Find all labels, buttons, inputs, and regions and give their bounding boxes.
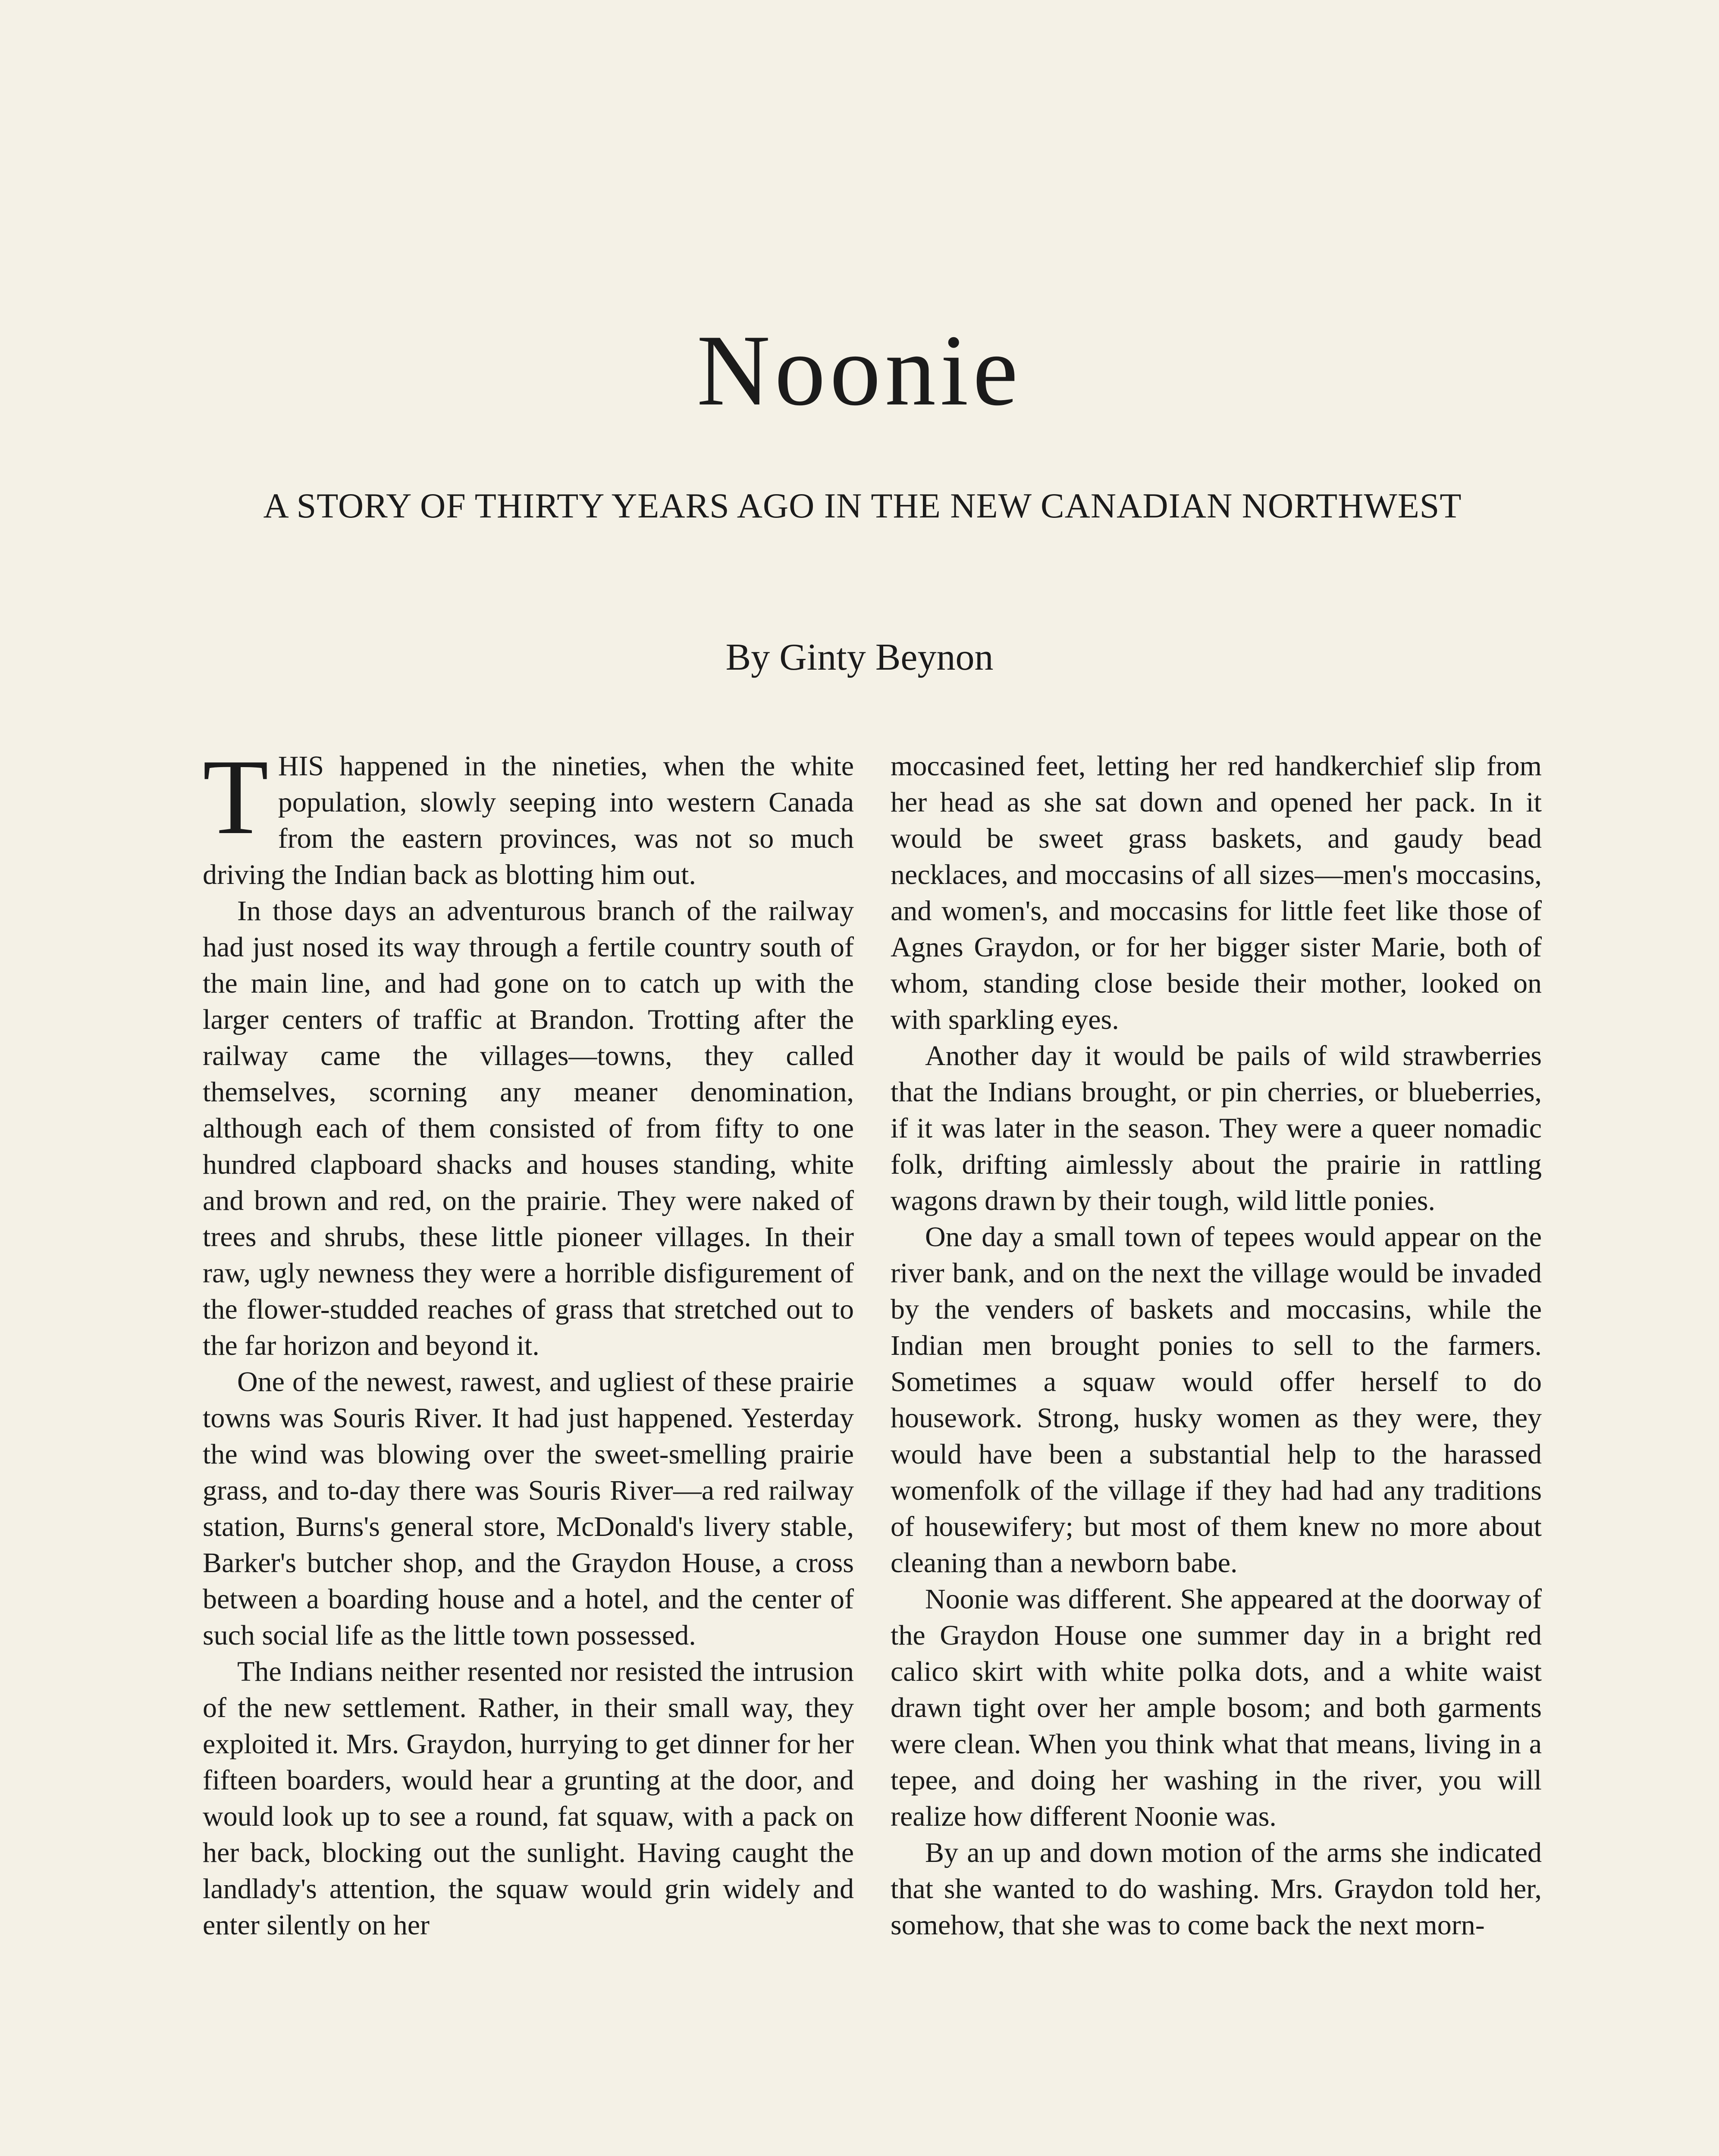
drop-cap: T bbox=[203, 737, 269, 857]
paragraph-text: HIS happened in the nineties, when the white population, slowly seeping into western Canada from the eastern provinces, was not so much driving the Indian back as blotting him out. bbox=[203, 750, 854, 890]
left-column bbox=[203, 737, 854, 1943]
paragraph: moccasined feet, letting her red handkerchief slip from her head as she sat down and opened her pack. In it would be sweet grass baskets, and gaudy bead necklaces, and moccasins of all sizes—men's moccasins, and women's, and moccasins for little feet like those of Agnes Graydon, or for her bigger sister Marie, both of whom, standing close beside their mother, looked on with sparkling eyes. bbox=[891, 750, 1542, 1035]
paragraph: In those days an adventurous branch of the railway had just nosed its way through a fertile country south of the main line, and had gone on to catch up with the larger centers of traffic at Brandon. Trotting after the railway came the villages—towns, they called themselves, scorning any meaner denomination, although each of them consisted of from fifty to one hundred clapboard shacks and houses standing, white and brown and red, on the prairie. They were naked of trees and shrubs, these little pioneer villages. In their raw, ugly newness they were a horrible disfigurement of the flower-studded reaches of grass that stretched out to the far horizon and beyond it. bbox=[203, 895, 854, 1361]
paragraph: One day a small town of tepees would appear on the river bank, and on the next the village would be invaded by the venders of baskets and moccasins, while the Indian men brought ponies to sell to the farmers. Sometimes a squaw would offer herself to do housework. Strong, husky women as they were, they would have been a substantial help to the harassed womenfolk of the village if they had had any traditions of housewifery; but most of them knew no more about cleaning than a newborn babe. bbox=[891, 1221, 1542, 1579]
right-column bbox=[891, 748, 1542, 1943]
paragraph: By an up and down motion of the arms she indicated that she wanted to do washing. Mrs. Graydon told her, somehow, that she was to come back the next morn- bbox=[891, 1837, 1542, 1941]
paragraph: One of the newest, rawest, and ugliest of these prairie towns was Souris River. It had just happened. Yesterday the wind was blowing over the sweet-smelling prairie grass, and to-day there was Souris River—a red railway station, Burns's general store, McDonald's livery stable, Barker's butcher shop, and the Graydon House, a cross between a boarding house and a hotel, and the center of such social life as the little town possessed. bbox=[203, 1366, 854, 1651]
paragraph: Another day it would be pails of wild strawberries that the Indians brought, or pin cherries, or blueberries, if it was later in the season. They were a queer nomadic folk, drifting aimlessly about the prairie in rattling wagons drawn by their tough, wild little ponies. bbox=[891, 1040, 1542, 1216]
paragraph bbox=[203, 737, 854, 893]
paragraph: Noonie was different. She appeared at the doorway of the Graydon House one summer day in a bright red calico skirt with white polka dots, and a white waist drawn tight over her ample bosom; and both garments were clean. When you think what that means, living in a tepee, and doing her washing in the river, you will realize how different Noonie was. bbox=[891, 1583, 1542, 1832]
author-byline: By Ginty Beynon bbox=[725, 636, 994, 678]
paragraph: The Indians neither resented nor resisted the intrusion of the new settlement. Rather, in their small way, they exploited it. Mrs. Graydon, hurrying to get dinner for her fifteen boarders, would hear a grunting at the door, and would look up to see a round, fat squaw, with a pack on her back, blocking out the sunlight. Having caught the landlady's attention, the squaw would grin widely and enter silently on her bbox=[203, 1656, 854, 1941]
story-subtitle: A STORY OF THIRTY YEARS AGO IN THE NEW CANADIAN NORTHWEST bbox=[263, 486, 1462, 525]
story-title: Noonie bbox=[696, 314, 1023, 427]
